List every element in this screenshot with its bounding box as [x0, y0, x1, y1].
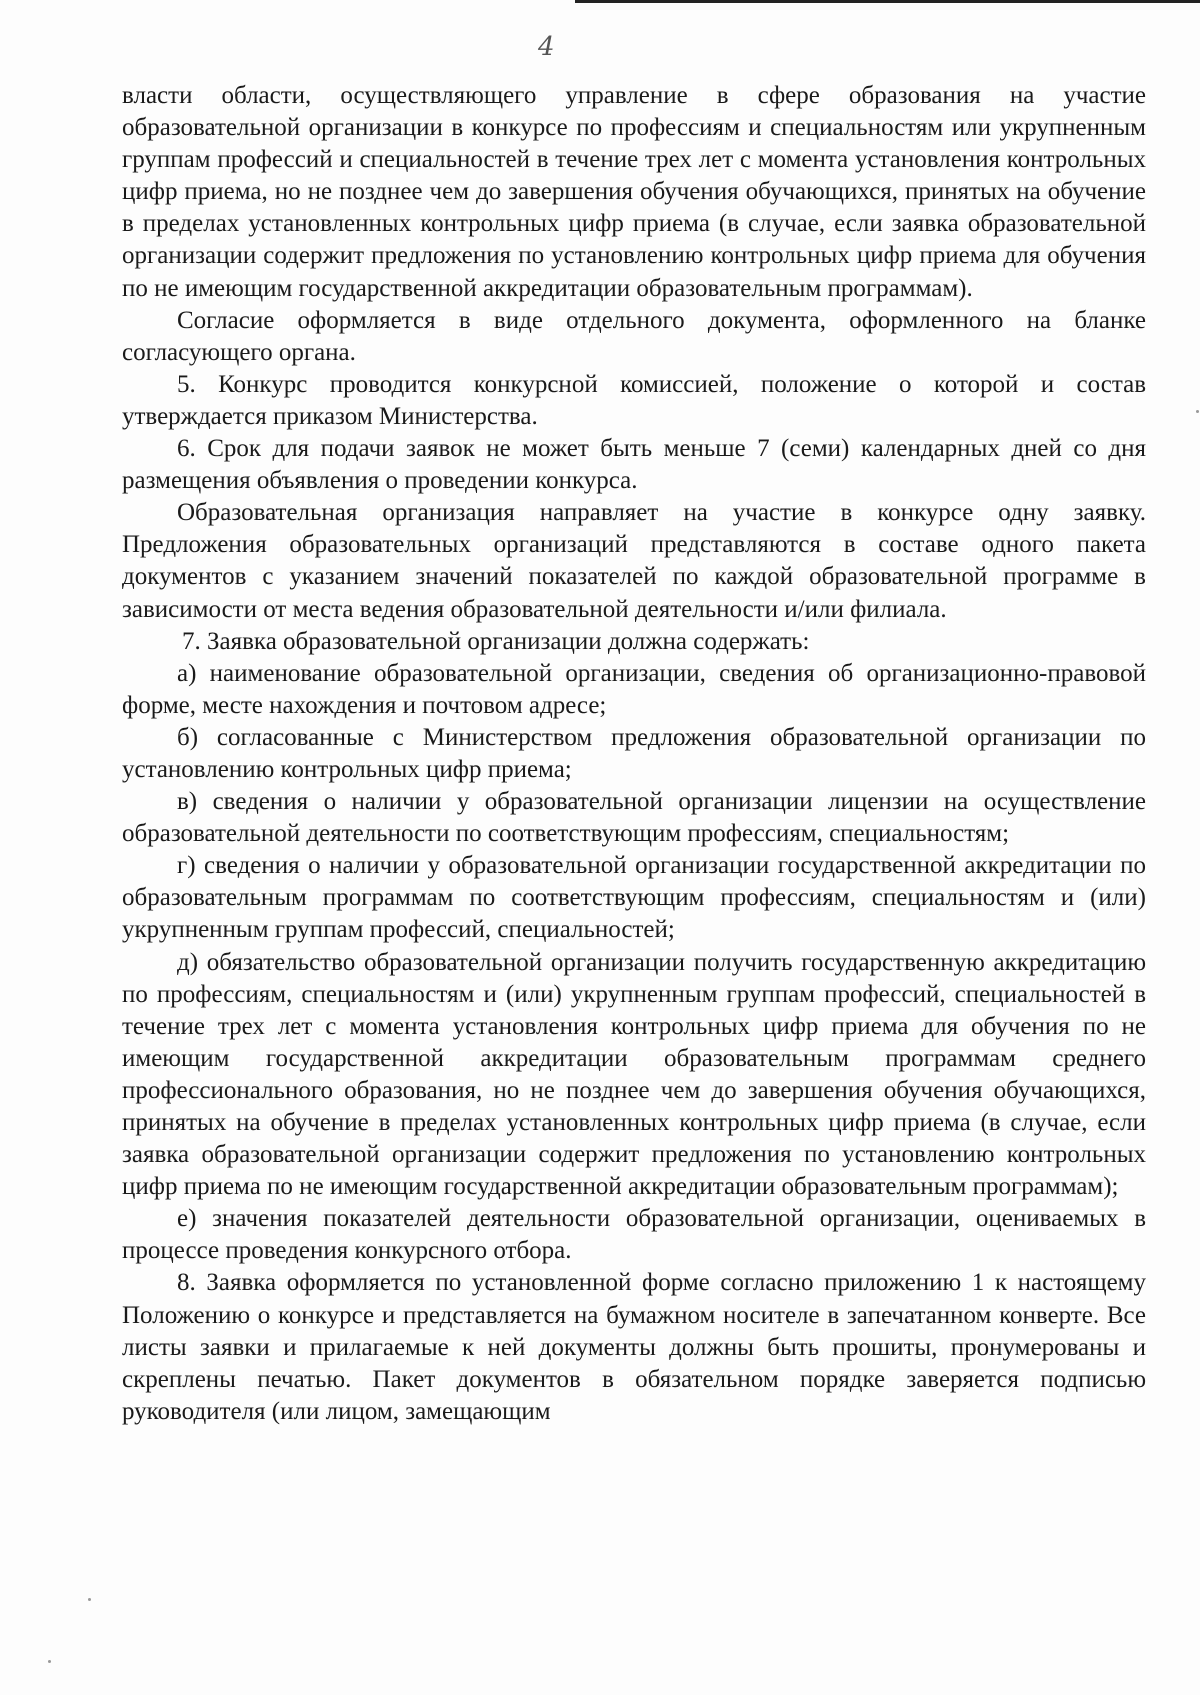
list-item-v: в) сведения о наличии у образовательной организации лицензии на осуществление образовательной деятельности по соответствующим профессиям, специальностям; — [122, 788, 1146, 848]
paragraph-item-6: 6. Срок для подачи заявок не может быть меньше 7 (семи) календарных дней со дня размещения объявления о проведении конкурса. — [122, 435, 1146, 495]
paragraph-item-8: 8. Заявка оформляется по установленной форме согласно приложению 1 к настоящему Положению о конкурсе и представляется на бумажном носителе в запечатанном конверте. Все листы заявки и прилагаемые к ней документы должны быть прошиты, пронумерованы и скреплены печатью. Пакет документов в обязательном порядке заверяется подписью руководителя (или лицом, замещающим — [122, 1269, 1146, 1425]
document-body — [122, 80, 1146, 1428]
list-item-a: а) наименование образовательной организации, сведения об организационно-правовой форме, месте нахождения и почтовом адресе; — [122, 659, 1146, 719]
paragraph-application-package: Образовательная организация направляет на участие в конкурсе одну заявку. Предложения образовательных организаций представляются в составе одного пакета документов с указанием значений показателей по каждой образовательной программе в зависимости от места ведения образовательной деятельности и/или филиала. — [122, 499, 1146, 623]
paragraph-continuation: власти области, осуществляющего управление в сфере образования на участие образовательной организации в конкурсе по профессиям и специальностям или укрупненным группам профессий и специальностей в течение трех лет с момента установления контрольных цифр приема, но не позднее чем до завершения обучения обучающихся, принятых на обучение в пределах установленных контрольных цифр приема (в случае, если заявка образовательной организации содержит предложения по установлению контрольных цифр приема для обучения по не имеющим государственной аккредитации образовательным программам). — [122, 82, 1146, 302]
list-item-b: б) согласованные с Министерством предложения образовательной организации по установлению контрольных цифр приема; — [122, 723, 1146, 783]
scan-speck — [48, 1660, 51, 1663]
scan-speck — [88, 1598, 91, 1601]
list-item-e: е) значения показателей деятельности образовательной организации, оцениваемых в процессе проведения конкурсного отбора. — [122, 1205, 1146, 1265]
paragraph-item-5: 5. Конкурс проводится конкурсной комиссией, положение о которой и состав утверждается приказом Министерства. — [122, 370, 1146, 430]
paragraph-item-7: 7. Заявка образовательной организации должна содержать: — [182, 627, 810, 655]
list-item-g: г) сведения о наличии у образовательной организации государственной аккредитации по образовательным программам по соответствующим профессиям, специальностям и (или) укрупненным группам профессий, специальностей; — [122, 852, 1146, 944]
list-item-d: д) обязательство образовательной организации получить государственную аккредитацию по профессиям, специальностям и (или) укрупненным группам профессий, специальностей в течение трех лет с момента установления контрольных цифр приема для обучения по не имеющим государственной аккредитации образовательным программам среднего профессионального образования, но не позднее чем до завершения обучения обучающихся, принятых на обучение в пределах установленных контрольных цифр приема (в случае, если заявка образовательной организации содержит предложения по установлению контрольных цифр приема по не имеющим государственной аккредитации образовательным программам); — [122, 948, 1146, 1201]
scan-speck — [1196, 410, 1199, 413]
page-number: 4 — [538, 32, 555, 62]
scan-edge-line — [575, 0, 1200, 3]
paragraph-consent: Согласие оформляется в виде отдельного документа, оформленного на бланке согласующего органа. — [122, 306, 1146, 366]
